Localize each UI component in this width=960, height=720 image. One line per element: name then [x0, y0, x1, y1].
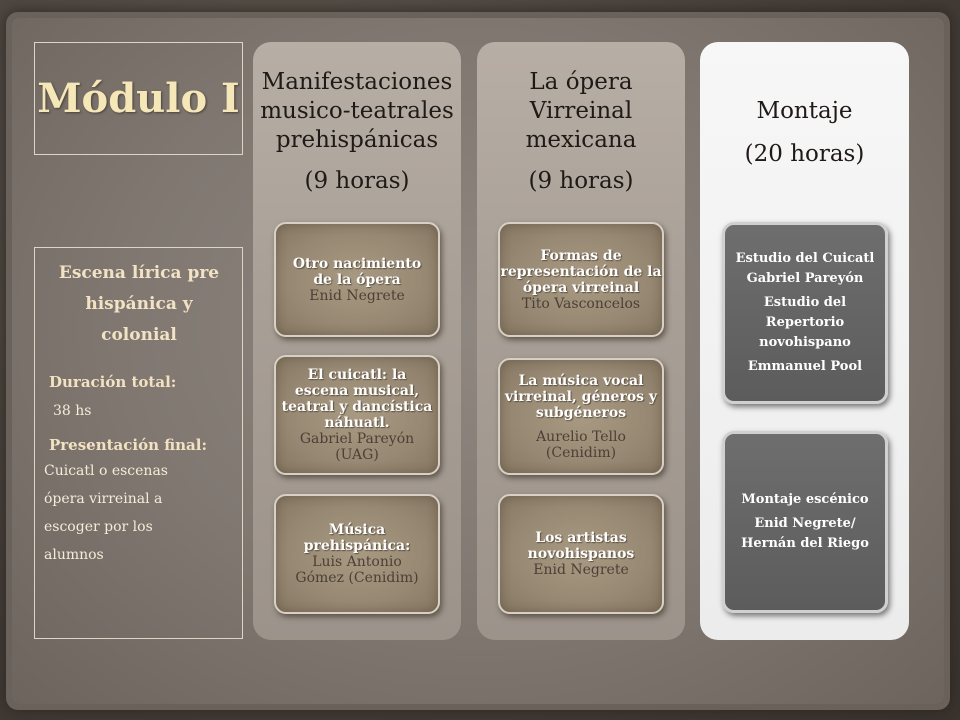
session-title: náhuatl.	[324, 415, 390, 431]
info-heading-line: colonial	[101, 325, 177, 345]
session-title: prehispánica:	[303, 538, 411, 554]
session-title: novohispano	[759, 335, 851, 350]
session-title: Estudio del Cuicatl	[735, 251, 875, 266]
session-author: (UAG)	[335, 447, 379, 463]
duration-value: 38 hs	[53, 403, 92, 419]
session-author: Hernán del Riego	[741, 536, 869, 551]
session-author: (Cenidim)	[545, 444, 617, 461]
session-title: ópera virreinal	[522, 279, 640, 296]
column-title-line: musico-teatrales	[260, 98, 454, 124]
session-author: Gabriel Pareyón	[299, 431, 415, 447]
info-heading-line: hispánica y	[85, 294, 193, 314]
session-author: Enid Negrete/	[754, 516, 856, 531]
session-title: Estudio del	[763, 295, 847, 310]
column-hours: (9 horas)	[304, 168, 410, 194]
session-title: novohispanos	[527, 546, 635, 562]
column-hours: (20 horas)	[744, 141, 865, 167]
column-title-line: mexicana	[525, 127, 637, 153]
session-card	[498, 358, 664, 475]
final-presentation-line: alumnos	[44, 547, 104, 563]
session-author: Emmanuel Pool	[747, 359, 863, 374]
module-title: Módulo I	[37, 75, 240, 122]
final-presentation-line: ópera virreinal a	[44, 491, 163, 507]
session-card	[498, 222, 664, 337]
column-hours: (9 horas)	[528, 168, 634, 194]
session-card	[722, 431, 888, 613]
column-title-line: La ópera	[529, 69, 633, 95]
session-author: Enid Negrete	[533, 562, 629, 578]
session-author: Luis Antonio	[312, 554, 402, 570]
final-presentation-line: escoger por los	[44, 519, 153, 535]
duration-label: Duración total:	[49, 373, 177, 391]
session-author: Enid Negrete	[309, 287, 405, 304]
session-author: Tito Vasconcelos	[521, 295, 641, 312]
session-card	[722, 222, 888, 404]
session-author: Aurelio Tello	[536, 428, 626, 445]
session-title: Montaje escénico	[741, 492, 869, 507]
session-title: Repertorio	[765, 315, 845, 330]
session-title: Formas de	[540, 247, 622, 264]
module-title-box	[34, 42, 243, 155]
info-heading-line: Escena lírica pre	[58, 263, 220, 283]
session-title: escena musical,	[294, 383, 420, 399]
column-title-line: Manifestaciones	[261, 69, 453, 95]
session-card	[498, 494, 664, 614]
session-title: subgéneros	[535, 404, 627, 421]
session-title: representación de la	[500, 263, 662, 280]
session-card	[274, 222, 440, 337]
session-title: Otro nacimiento	[292, 255, 422, 272]
session-title: teatral y dancística	[281, 399, 433, 415]
final-presentation-label: Presentación final:	[49, 436, 207, 454]
session-title: virreinal, géneros y	[504, 388, 658, 405]
final-presentation-line: Cuicatl o escenas	[44, 463, 168, 479]
module-info-box	[34, 247, 243, 639]
session-title: El cuicatl: la	[307, 367, 407, 383]
session-title: Los artistas	[535, 530, 627, 546]
column-title	[477, 68, 685, 155]
session-card	[274, 355, 440, 475]
session-title: de la ópera	[313, 271, 401, 288]
column-montaje	[700, 42, 909, 640]
session-title: La música vocal	[518, 372, 644, 389]
session-card	[274, 494, 440, 614]
info-heading	[41, 258, 237, 351]
column-title-line: prehispánicas	[275, 127, 439, 153]
session-author: Gómez (Cenidim)	[295, 570, 419, 586]
column-title	[700, 97, 909, 126]
column-title-line: Montaje	[756, 98, 853, 124]
column-prehispanic	[253, 42, 461, 640]
session-title: Música	[328, 522, 386, 538]
column-title	[253, 68, 461, 155]
column-viceregal-opera	[477, 42, 685, 640]
session-author: Gabriel Pareyón	[746, 271, 864, 286]
column-title-line: Virreinal	[529, 98, 633, 124]
